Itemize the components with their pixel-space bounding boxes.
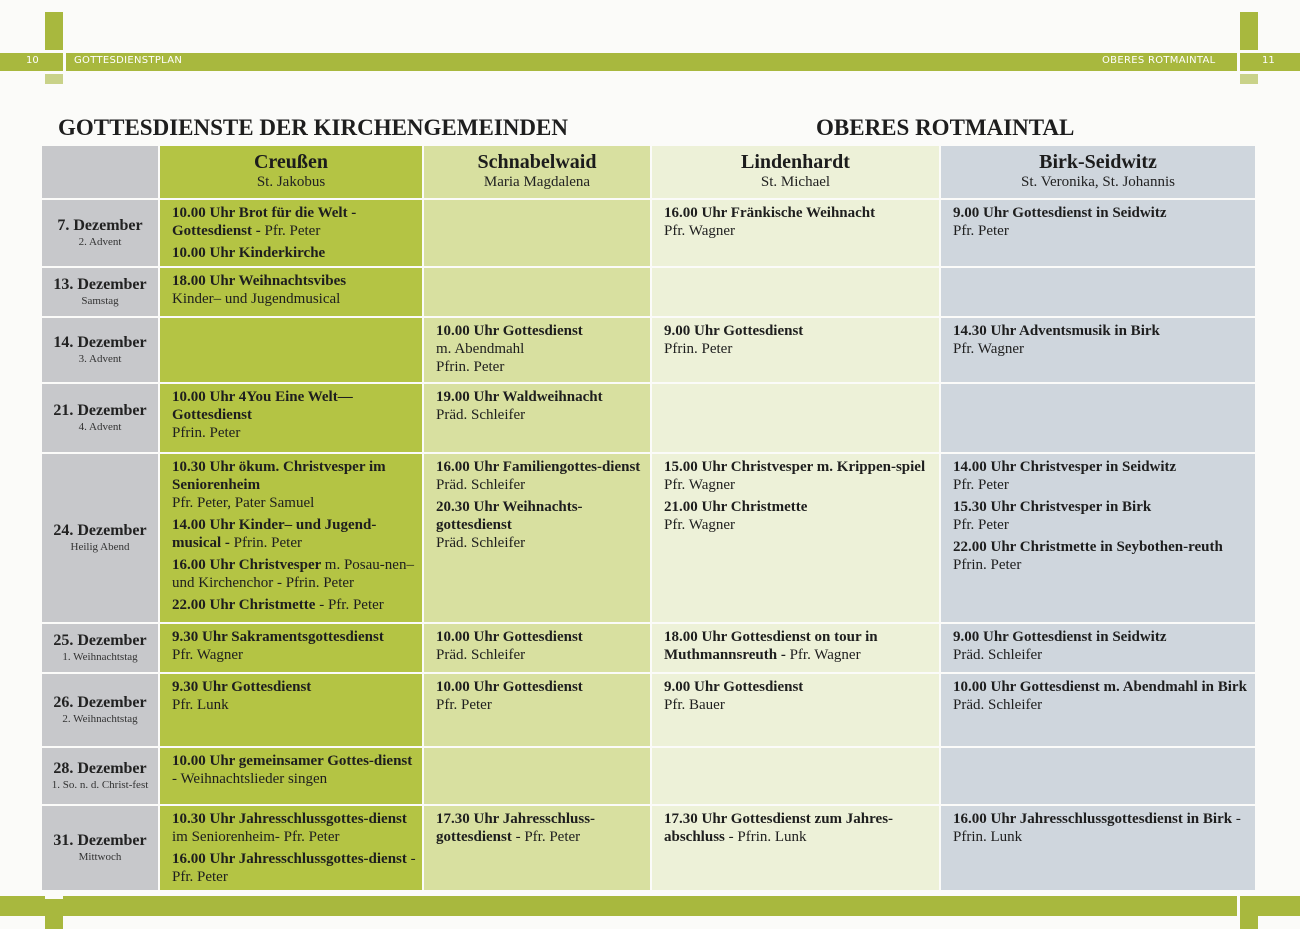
service-time-title: 9.00 Uhr Gottesdienst bbox=[664, 679, 804, 695]
service-detail: Pfr. Wagner bbox=[172, 647, 244, 663]
service-time-title: 16.00 Uhr Familiengottes-dienst bbox=[436, 459, 641, 475]
schedule-row bbox=[41, 383, 1256, 453]
service-time-title: 10.00 Uhr Gottesdienst bbox=[436, 679, 583, 695]
service-cell bbox=[940, 805, 1256, 891]
service-entry bbox=[664, 498, 933, 516]
service-time-title: 15.30 Uhr Christvesper in Birk bbox=[953, 499, 1152, 515]
service-time-title: 10.00 Uhr Kinderkirche bbox=[172, 245, 326, 261]
service-detail: Pfr. Peter bbox=[436, 697, 492, 713]
date-sublabel: 1. Weihnachtstag bbox=[62, 651, 138, 663]
column-header-creussen bbox=[159, 145, 423, 199]
footer-gap-left bbox=[45, 896, 63, 899]
service-cell bbox=[651, 317, 940, 383]
service-detail: Pfr. Wagner bbox=[664, 477, 736, 493]
service-cell bbox=[940, 317, 1256, 383]
date-cell bbox=[41, 199, 159, 267]
service-entry bbox=[172, 388, 416, 424]
date-label: 24. Dezember bbox=[53, 522, 147, 539]
service-entry bbox=[436, 458, 644, 476]
schedule-row bbox=[41, 747, 1256, 805]
service-time-title: 9.00 Uhr Gottesdienst bbox=[664, 323, 804, 339]
date-label: 21. Dezember bbox=[53, 402, 147, 419]
service-entry bbox=[436, 406, 644, 424]
service-entry bbox=[436, 534, 644, 552]
corner-square-tl bbox=[45, 12, 63, 50]
column-header-schnabelwaid bbox=[423, 145, 651, 199]
service-detail: - Pfr. Peter bbox=[511, 829, 581, 845]
service-time-title: 22.00 Uhr Christmette in Seybothen-reuth bbox=[953, 539, 1223, 555]
service-entry bbox=[953, 556, 1249, 574]
column-name: Lindenhardt bbox=[741, 151, 850, 173]
service-time-title: 18.00 Uhr Weihnachtsvibes bbox=[172, 273, 347, 289]
service-cell bbox=[651, 267, 940, 317]
service-time-title: 20.30 Uhr Weihnachts-gottesdienst bbox=[436, 499, 583, 533]
service-entry bbox=[953, 538, 1249, 556]
column-church: St. Michael bbox=[760, 174, 831, 190]
corner-square-tr2 bbox=[1240, 74, 1258, 84]
date-label: 13. Dezember bbox=[53, 276, 147, 293]
footer-gap-right bbox=[1237, 896, 1240, 916]
date-label: 26. Dezember bbox=[53, 694, 147, 711]
service-time-title: 18.00 Uhr Gottesdienst on tour in Muthmannsreuth - bbox=[664, 629, 878, 663]
service-entry bbox=[953, 322, 1249, 340]
service-cell bbox=[940, 199, 1256, 267]
service-detail: Präd. Schleifer bbox=[953, 647, 1043, 663]
service-cell bbox=[423, 747, 651, 805]
title-bleedthrough bbox=[684, 115, 690, 141]
service-time-title: 10.00 Uhr Gottesdienst bbox=[436, 323, 583, 339]
service-detail: m. Posau-nen– und Kirchenchor - Pfrin. Peter bbox=[172, 557, 414, 591]
header-row bbox=[41, 145, 1256, 199]
service-cell bbox=[159, 623, 423, 673]
service-cell bbox=[651, 199, 940, 267]
service-time-title: 19.00 Uhr Waldweihnacht bbox=[436, 389, 603, 405]
service-detail: Präd. Schleifer bbox=[436, 407, 526, 423]
service-detail: Pfr. Wagner bbox=[953, 341, 1025, 357]
service-entry bbox=[172, 628, 416, 646]
service-time-title: 21.00 Uhr Christmette bbox=[664, 499, 808, 515]
date-sublabel: Mittwoch bbox=[78, 851, 122, 863]
page-title-left: GOTTESDIENSTE DER KIRCHENGEMEINDEN bbox=[58, 115, 568, 140]
service-entry bbox=[172, 678, 416, 696]
service-entry bbox=[172, 494, 416, 512]
service-entry bbox=[664, 678, 933, 696]
service-cell bbox=[651, 453, 940, 623]
service-entry bbox=[953, 696, 1249, 714]
date-sublabel: Heilig Abend bbox=[70, 541, 130, 553]
service-entry bbox=[436, 498, 644, 534]
service-time-title: 9.30 Uhr Gottesdienst bbox=[172, 679, 312, 695]
service-cell bbox=[159, 317, 423, 383]
date-cell bbox=[41, 453, 159, 623]
service-time-title: 14.00 Uhr Christvesper in Seidwitz bbox=[953, 459, 1177, 475]
date-cell bbox=[41, 623, 159, 673]
service-time-title: 10.00 Uhr gemeinsamer Gottes-dienst bbox=[172, 753, 413, 769]
service-time-title: 17.30 Uhr Gottesdienst zum Jahres-abschluss bbox=[664, 811, 894, 845]
service-detail: Pfr. Peter, Pater Samuel bbox=[172, 495, 315, 511]
service-entry bbox=[436, 340, 644, 358]
column-header-birk-seidwitz bbox=[940, 145, 1256, 199]
date-cell bbox=[41, 383, 159, 453]
service-entry bbox=[436, 646, 644, 664]
service-time-title: 22.00 Uhr Christmette bbox=[172, 597, 320, 613]
date-sublabel: 1. So. n. d. Christ-fest bbox=[51, 779, 149, 791]
service-time-title: 10.00 Uhr Gottesdienst m. Abendmahl in Birk bbox=[953, 679, 1247, 695]
service-entry bbox=[664, 476, 933, 494]
service-time-title: 10.30 Uhr ökum. Christvesper im Seniorenheim bbox=[172, 459, 386, 493]
service-entry bbox=[436, 810, 644, 846]
service-detail: Pfr. Peter bbox=[953, 517, 1009, 533]
service-time-title: 15.00 Uhr Christvesper m. Krippen-spiel bbox=[664, 459, 926, 475]
service-cell bbox=[940, 267, 1256, 317]
service-cell bbox=[423, 267, 651, 317]
service-entry bbox=[953, 340, 1249, 358]
schedule-table bbox=[40, 144, 1257, 892]
service-cell bbox=[159, 673, 423, 747]
service-entry bbox=[664, 222, 933, 240]
service-cell bbox=[423, 453, 651, 623]
service-entry bbox=[172, 850, 416, 886]
service-detail: - Weihnachtslieder singen bbox=[172, 771, 328, 787]
service-cell bbox=[651, 673, 940, 747]
service-time-title: 9.30 Uhr Sakramentsgottesdienst bbox=[172, 629, 384, 645]
service-time-title: 16.00 Uhr Jahresschlussgottes-dienst bbox=[172, 851, 407, 867]
service-cell bbox=[159, 805, 423, 891]
service-entry bbox=[172, 596, 416, 614]
service-detail: Pfr. Peter bbox=[953, 477, 1009, 493]
service-entry bbox=[664, 340, 933, 358]
date-cell bbox=[41, 673, 159, 747]
service-detail: Pfr. Peter bbox=[264, 223, 321, 239]
date-label: 25. Dezember bbox=[53, 632, 147, 649]
service-entry bbox=[436, 476, 644, 494]
service-detail: Kinder– und Jugendmusical bbox=[172, 291, 341, 307]
service-detail: im Seniorenheim- Pfr. Peter bbox=[172, 829, 340, 845]
service-entry bbox=[172, 244, 416, 262]
service-cell bbox=[651, 383, 940, 453]
service-entry bbox=[664, 696, 933, 714]
service-time-title: 14.00 Uhr Kinder– und Jugend-musical - bbox=[172, 517, 377, 551]
schedule-row bbox=[41, 453, 1256, 623]
service-cell bbox=[423, 317, 651, 383]
date-label: 28. Dezember bbox=[53, 760, 147, 777]
service-cell bbox=[940, 623, 1256, 673]
service-detail: Pfrin. Peter bbox=[233, 535, 302, 551]
section-label-left: GOTTESDIENSTPLAN bbox=[74, 55, 183, 66]
service-entry bbox=[436, 358, 644, 376]
column-name: Birk-Seidwitz bbox=[1039, 151, 1157, 173]
service-entry bbox=[436, 388, 644, 406]
column-church: St. Veronika, St. Johannis bbox=[1021, 174, 1175, 190]
service-entry bbox=[953, 458, 1249, 476]
column-name: Creußen bbox=[253, 151, 329, 173]
service-cell bbox=[423, 805, 651, 891]
service-time-title: 10.00 Uhr 4You Eine Welt— Gottesdienst bbox=[172, 389, 353, 423]
footer-band bbox=[0, 896, 1300, 916]
column-church: Maria Magdalena bbox=[483, 174, 591, 190]
service-detail: - Pfr. Peter bbox=[172, 851, 416, 885]
service-cell bbox=[423, 623, 651, 673]
footer-square-right bbox=[1240, 916, 1258, 929]
service-cell bbox=[940, 747, 1256, 805]
service-entry bbox=[172, 204, 416, 240]
service-detail: - Pfrin. Lunk bbox=[953, 811, 1241, 845]
service-detail: Präd. Schleifer bbox=[953, 697, 1043, 713]
service-detail: Pfrin. Peter bbox=[664, 341, 733, 357]
date-cell bbox=[41, 747, 159, 805]
service-detail: Präd. Schleifer bbox=[436, 535, 526, 551]
date-sublabel: 2. Weihnachtstag bbox=[62, 713, 138, 725]
service-cell bbox=[159, 383, 423, 453]
schedule-row bbox=[41, 199, 1256, 267]
service-entry bbox=[172, 290, 416, 308]
service-time-title: 17.30 Uhr Jahresschluss-gottesdienst bbox=[436, 811, 596, 845]
service-detail: Pfrin. Peter bbox=[172, 425, 241, 441]
service-detail: Präd. Schleifer bbox=[436, 647, 526, 663]
service-detail: Präd. Schleifer bbox=[436, 477, 526, 493]
date-cell bbox=[41, 317, 159, 383]
service-entry bbox=[953, 204, 1249, 222]
service-cell bbox=[159, 747, 423, 805]
service-cell bbox=[651, 805, 940, 891]
service-entry bbox=[172, 696, 416, 714]
service-time-title: 16.00 Uhr Fränkische Weihnacht bbox=[664, 205, 876, 221]
service-cell bbox=[159, 199, 423, 267]
band-gap-left bbox=[63, 53, 66, 71]
column-name: Schnabelwaid bbox=[477, 151, 597, 173]
date-label: 7. Dezember bbox=[57, 217, 143, 234]
section-label-right: OBERES ROTMAINTAL bbox=[1102, 55, 1216, 66]
service-detail: Pfr. Peter bbox=[953, 223, 1009, 239]
service-entry bbox=[172, 556, 416, 592]
service-cell bbox=[423, 383, 651, 453]
date-sublabel: Samstag bbox=[81, 295, 119, 307]
corner-square-tl2 bbox=[45, 74, 63, 84]
schedule-body bbox=[41, 199, 1256, 891]
service-entry bbox=[953, 516, 1249, 534]
date-sublabel: 3. Advent bbox=[78, 353, 122, 365]
service-detail: Pfrin. Peter bbox=[436, 359, 505, 375]
service-cell bbox=[423, 673, 651, 747]
service-detail: Pfr. Bauer bbox=[664, 697, 725, 713]
service-entry bbox=[953, 678, 1249, 696]
service-detail: Pfr. Wagner bbox=[789, 647, 861, 663]
page-number-right: 11 bbox=[1262, 55, 1275, 66]
service-detail: Pfrin. Peter bbox=[953, 557, 1022, 573]
schedule-row bbox=[41, 673, 1256, 747]
schedule-row bbox=[41, 317, 1256, 383]
service-entry bbox=[172, 272, 416, 290]
service-entry bbox=[664, 458, 933, 476]
service-entry bbox=[172, 424, 416, 442]
service-cell bbox=[940, 673, 1256, 747]
column-church: St. Jakobus bbox=[256, 174, 326, 190]
service-cell bbox=[651, 747, 940, 805]
service-detail: - Pfr. Peter bbox=[319, 597, 384, 613]
service-entry bbox=[172, 646, 416, 664]
service-entry bbox=[664, 810, 933, 846]
page-number-left: 10 bbox=[26, 55, 39, 66]
service-entry bbox=[953, 476, 1249, 494]
service-entry bbox=[436, 678, 644, 696]
band-gap-right bbox=[1237, 53, 1240, 71]
date-sublabel: 4. Advent bbox=[78, 421, 122, 433]
service-entry bbox=[953, 628, 1249, 646]
service-entry bbox=[436, 628, 644, 646]
service-time-title: 9.00 Uhr Gottesdienst in Seidwitz bbox=[953, 205, 1167, 221]
schedule-row bbox=[41, 623, 1256, 673]
service-entry bbox=[664, 322, 933, 340]
service-detail: - Pfrin. Lunk bbox=[724, 829, 807, 845]
page-title-right: OBERES ROTMAINTAL bbox=[816, 115, 1075, 140]
service-entry bbox=[664, 204, 933, 222]
date-sublabel: 2. Advent bbox=[78, 236, 122, 248]
column-header-lindenhardt bbox=[651, 145, 940, 199]
service-entry bbox=[172, 810, 416, 846]
schedule-row bbox=[41, 267, 1256, 317]
corner-cell bbox=[41, 145, 159, 199]
service-entry bbox=[953, 810, 1249, 846]
service-entry bbox=[172, 516, 416, 552]
service-entry bbox=[172, 458, 416, 494]
service-detail: Pfr. Lunk bbox=[172, 697, 229, 713]
corner-square-tr bbox=[1240, 12, 1258, 50]
service-time-title: 10.30 Uhr Jahresschlussgottes-dienst bbox=[172, 811, 407, 827]
service-cell bbox=[940, 453, 1256, 623]
service-detail: m. Abendmahl bbox=[436, 341, 525, 357]
service-cell bbox=[423, 199, 651, 267]
service-time-title: 10.00 Uhr Gottesdienst bbox=[436, 629, 583, 645]
schedule-row bbox=[41, 805, 1256, 891]
service-entry bbox=[172, 752, 416, 788]
date-cell bbox=[41, 267, 159, 317]
service-detail: Pfr. Wagner bbox=[664, 517, 736, 533]
service-entry bbox=[953, 498, 1249, 516]
service-cell bbox=[159, 453, 423, 623]
service-entry bbox=[664, 628, 933, 664]
service-time-title: 14.30 Uhr Adventsmusik in Birk bbox=[953, 323, 1160, 339]
service-cell bbox=[940, 383, 1256, 453]
date-label: 31. Dezember bbox=[53, 832, 147, 849]
service-detail: Pfr. Wagner bbox=[664, 223, 736, 239]
service-cell bbox=[159, 267, 423, 317]
service-entry bbox=[436, 322, 644, 340]
service-time-title: 10.00 Uhr Brot für die Welt - Gottesdienst - bbox=[172, 205, 357, 239]
service-entry bbox=[436, 696, 644, 714]
service-entry bbox=[953, 222, 1249, 240]
service-cell bbox=[651, 623, 940, 673]
service-entry bbox=[953, 646, 1249, 664]
service-time-title: 16.00 Uhr Jahresschlussgottesdienst in Birk bbox=[953, 811, 1233, 827]
service-time-title: 9.00 Uhr Gottesdienst in Seidwitz bbox=[953, 629, 1167, 645]
date-label: 14. Dezember bbox=[53, 334, 147, 351]
service-time-title: 16.00 Uhr Christvesper bbox=[172, 557, 325, 573]
service-entry bbox=[664, 516, 933, 534]
date-cell bbox=[41, 805, 159, 891]
footer-square-left bbox=[45, 916, 63, 929]
